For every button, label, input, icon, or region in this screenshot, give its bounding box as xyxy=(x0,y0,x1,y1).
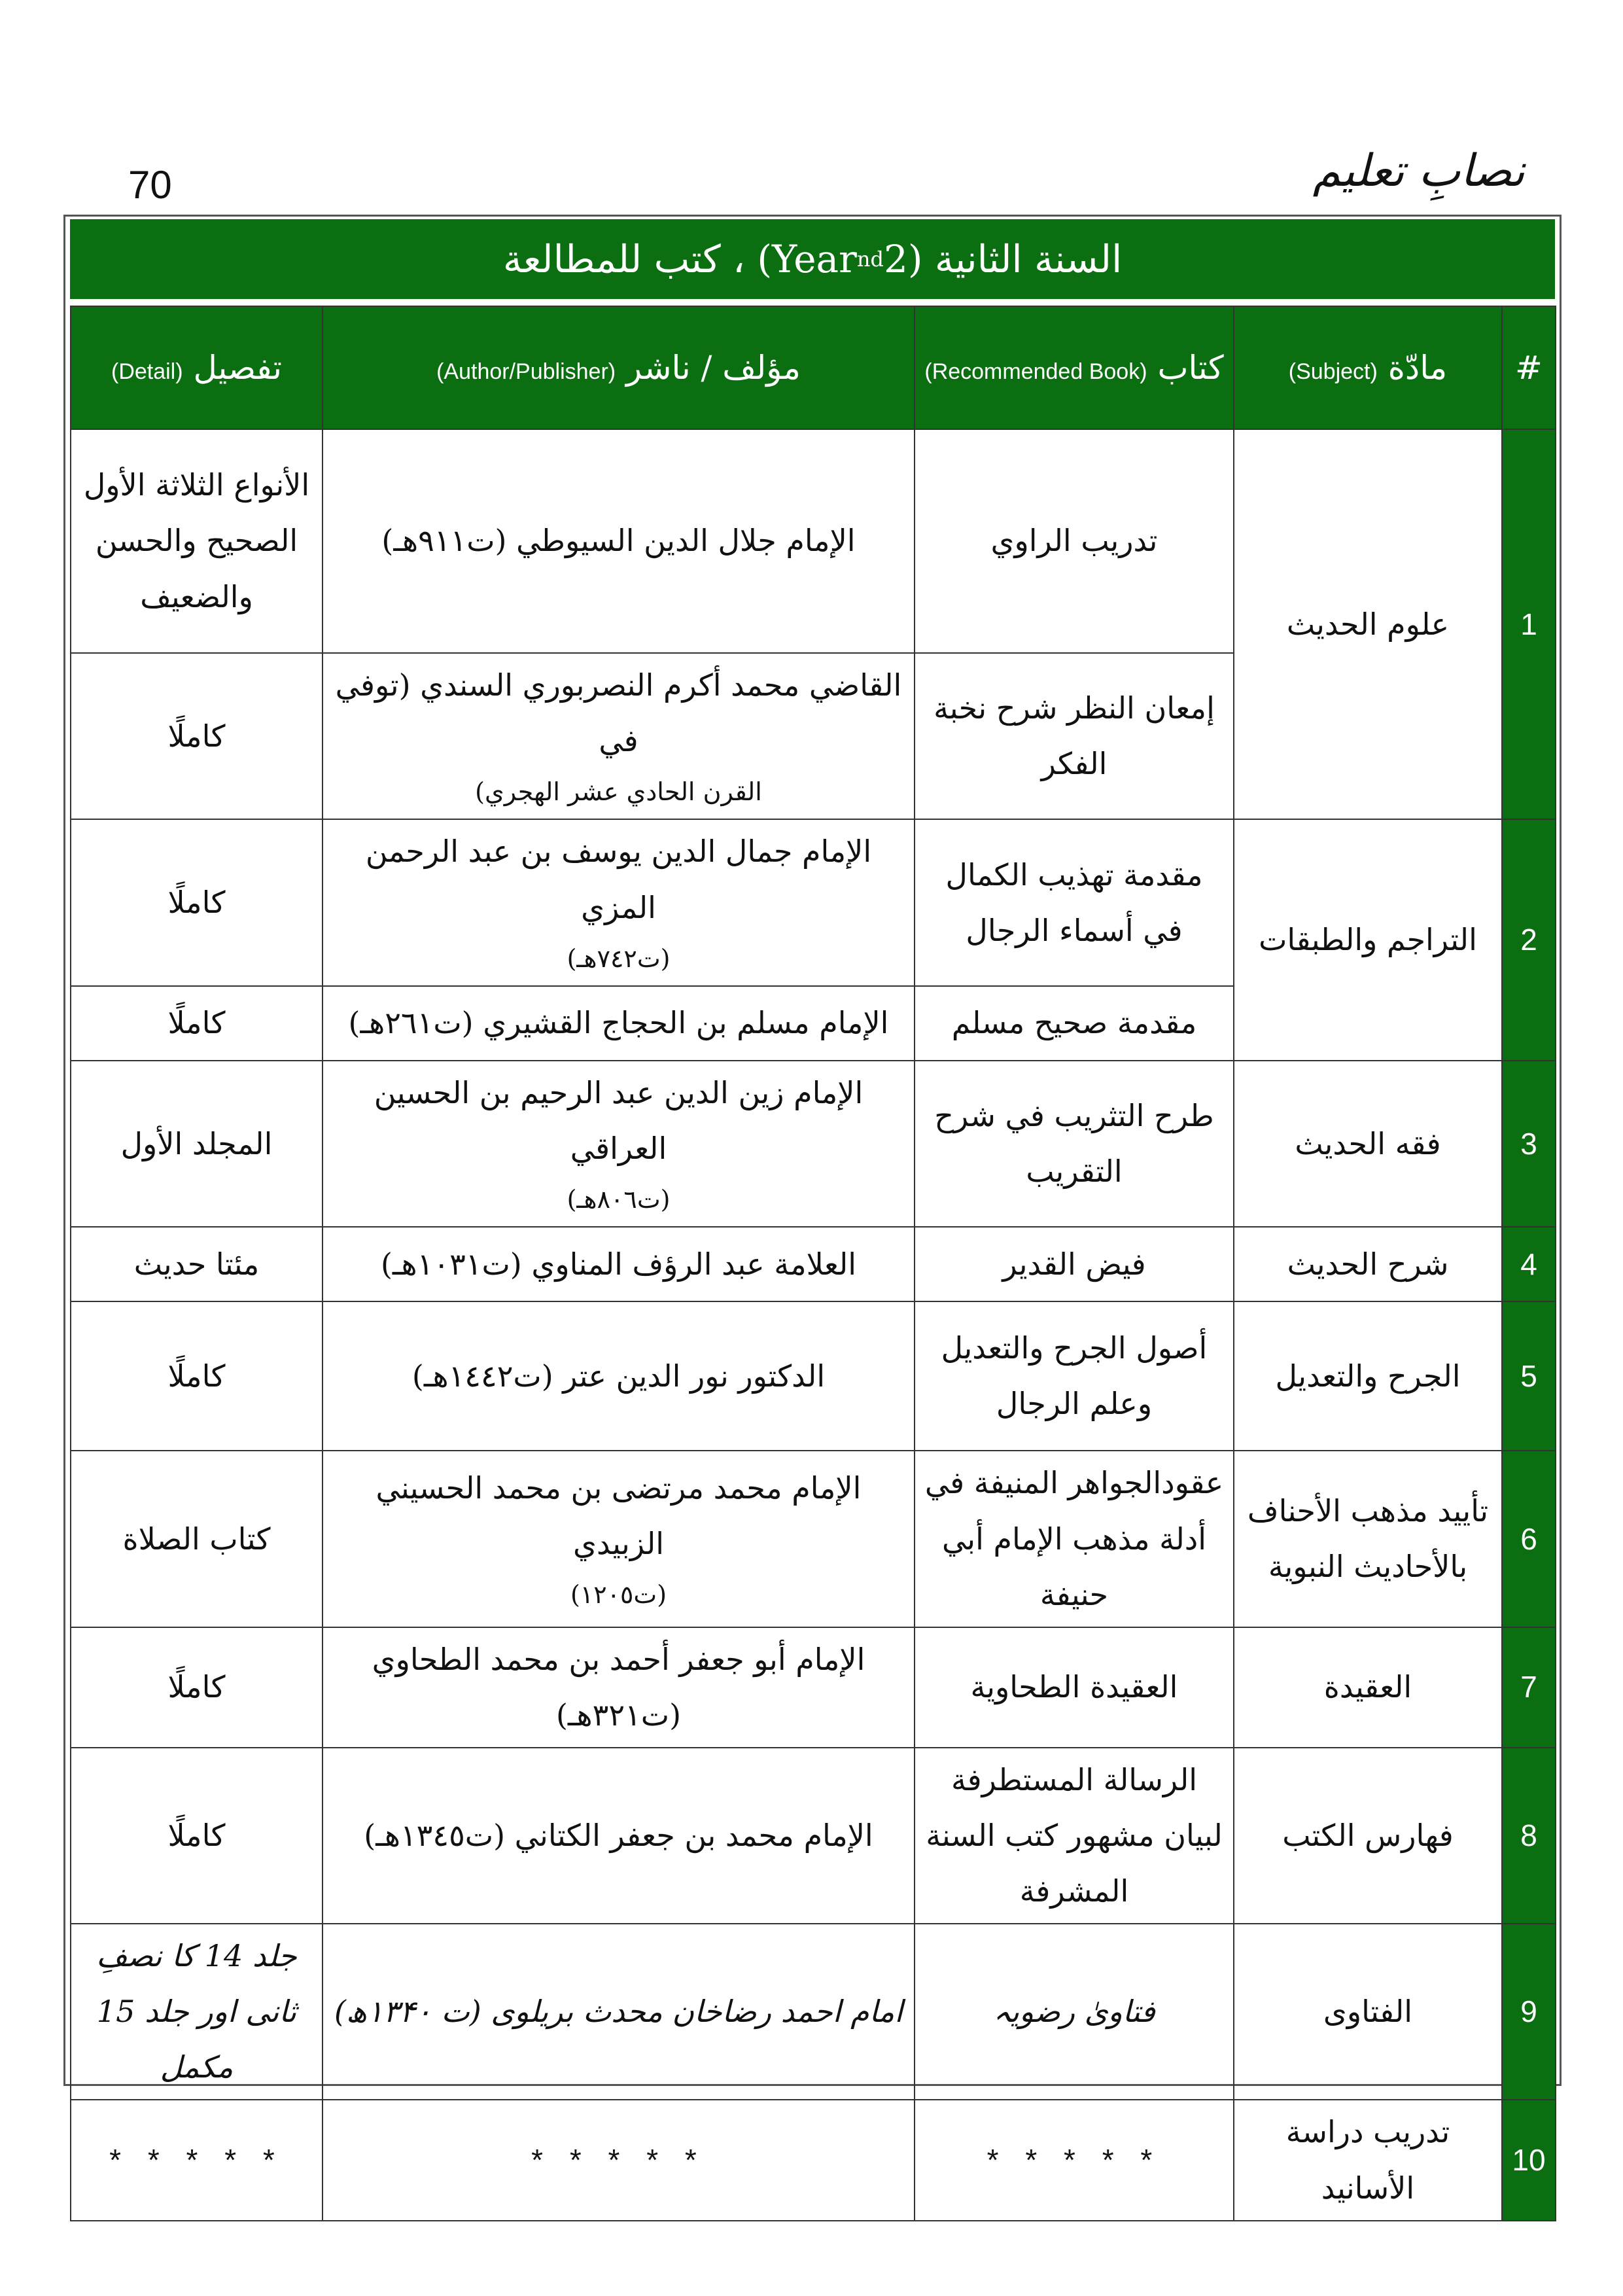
table-row xyxy=(71,1627,1556,1748)
book-cell: فتاویٰ رضویہ xyxy=(915,1924,1234,2100)
book-cell: طرح التثريب في شرح التقريب xyxy=(915,1061,1234,1227)
row-number: 9 xyxy=(1502,1924,1556,2100)
author-cell: الإمام جلال الدين السيوطي (ت٩١١هـ) xyxy=(323,429,915,653)
row-number: 8 xyxy=(1502,1748,1556,1924)
header-subject-en: (Subject) xyxy=(1288,359,1378,384)
subject-cell: شرح الحديث xyxy=(1234,1227,1502,1301)
header-subject-ar: مادّة xyxy=(1387,348,1448,387)
subject-cell: العقيدة xyxy=(1234,1627,1502,1748)
author-cell: الإمام أبو جعفر أحمد بن محمد الطحاوي (ت٣٢١هـ) xyxy=(323,1627,915,1748)
book-cell: الرسالة المستطرفة لبيان مشهور كتب السنة المشرفة xyxy=(915,1748,1234,1924)
header-detail-en: (Detail) xyxy=(111,359,183,384)
detail-cell: كاملًا xyxy=(71,819,323,985)
header-author-en: (Author/Publisher) xyxy=(436,359,616,384)
author-line: الإمام جمال الدين يوسف بن عبد الرحمن المزي xyxy=(365,834,872,925)
author-line: القاضي محمد أكرم النصربوري السندي (توفي في xyxy=(335,667,902,759)
author-cell xyxy=(323,1451,915,1627)
book-cell: إمعان النظر شرح نخبة الفكر xyxy=(915,653,1234,819)
author-cell: * * * * * xyxy=(323,2100,915,2220)
table-title xyxy=(70,219,1555,299)
detail-cell: كاملًا xyxy=(71,1627,323,1748)
subject-cell: الفتاوى xyxy=(1234,1924,1502,2100)
row-number: 10 xyxy=(1502,2100,1556,2220)
book-cell: * * * * * xyxy=(915,2100,1234,2220)
row-number: 3 xyxy=(1502,1061,1556,1227)
author-cell xyxy=(323,1061,915,1227)
author-cell: العلامة عبد الرؤف المناوي (ت١٠٣١هـ) xyxy=(323,1227,915,1301)
book-cell: العقيدة الطحاوية xyxy=(915,1627,1234,1748)
detail-cell: كاملًا xyxy=(71,1301,323,1451)
table-row xyxy=(71,1061,1556,1227)
author-line: القرن الحادي عشر الهجري) xyxy=(475,777,762,807)
running-header: نصابِ تعلیم xyxy=(1312,145,1525,197)
table-row xyxy=(71,1227,1556,1301)
detail-cell: المجلد الأول xyxy=(71,1061,323,1227)
header-subject xyxy=(1234,306,1502,429)
book-cell: مقدمة صحيح مسلم xyxy=(915,986,1234,1061)
subject-cell: علوم الحديث xyxy=(1234,429,1502,819)
detail-cell: الأنواع الثلاثة الأول الصحيح والحسن والضعيف xyxy=(71,429,323,653)
subject-cell: تأييد مذهب الأحناف بالأحاديث النبوية xyxy=(1234,1451,1502,1627)
author-line: (ت١٢٠٥) xyxy=(570,1580,667,1610)
book-cell: عقودالجواهر المنيفة في أدلة مذهب الإمام أبي حنيفة xyxy=(915,1451,1234,1627)
header-detail xyxy=(71,306,323,429)
detail-cell: كتاب الصلاة xyxy=(71,1451,323,1627)
book-cell: تدريب الراوي xyxy=(915,429,1234,653)
author-cell: الإمام محمد بن جعفر الكتاني (ت١٣٤٥هـ) xyxy=(323,1748,915,1924)
header-book-ar: كتاب xyxy=(1157,348,1224,387)
header-row xyxy=(71,306,1556,429)
title-before: السنة الثانية (2 xyxy=(883,237,1123,281)
subject-cell: فقه الحديث xyxy=(1234,1061,1502,1227)
table-row xyxy=(71,2100,1556,2220)
row-number: 1 xyxy=(1502,429,1556,819)
header-author-ar: مؤلف / ناشر xyxy=(626,348,801,387)
table-row xyxy=(71,1924,1556,2100)
row-number: 5 xyxy=(1502,1301,1556,1451)
author-cell xyxy=(323,819,915,985)
curriculum-table xyxy=(70,306,1556,2221)
author-cell: امام احمد رضاخان محدث بریلوی (ت ۱۳۴۰ھ) xyxy=(323,1924,915,2100)
author-line: (ت٨٠٦هـ) xyxy=(567,1185,671,1214)
author-line: الإمام زين الدين عبد الرحيم بن الحسين العراقي xyxy=(374,1074,864,1167)
title-after: Year) ، كتب للمطالعة xyxy=(502,237,857,281)
header-num: # xyxy=(1502,306,1556,429)
header-book-en: (Recommended Book) xyxy=(924,359,1147,384)
table-row xyxy=(71,1748,1556,1924)
table-row xyxy=(71,1301,1556,1451)
header-author xyxy=(323,306,915,429)
row-number: 4 xyxy=(1502,1227,1556,1301)
table-row xyxy=(71,819,1556,985)
detail-cell: جلد 14 کا نصفِ ثانی اور جلد 15 مکمل xyxy=(71,1924,323,2100)
detail-cell: * * * * * xyxy=(71,2100,323,2220)
author-cell: الدكتور نور الدين عتر (ت١٤٤٢هـ) xyxy=(323,1301,915,1451)
row-number: 2 xyxy=(1502,819,1556,1060)
subject-cell: فهارس الكتب xyxy=(1234,1748,1502,1924)
detail-cell: كاملًا xyxy=(71,986,323,1061)
title-sup: nd xyxy=(856,247,884,272)
author-line: الإمام محمد مرتضى بن محمد الحسيني الزبيدي xyxy=(375,1470,862,1561)
author-cell: الإمام مسلم بن الحجاج القشيري (ت٢٦١هـ) xyxy=(323,986,915,1061)
row-number: 6 xyxy=(1502,1451,1556,1627)
book-cell: فيض القدير xyxy=(915,1227,1234,1301)
detail-cell: كاملًا xyxy=(71,1748,323,1924)
header-book xyxy=(915,306,1234,429)
subject-cell: تدريب دراسة الأسانيد xyxy=(1234,2100,1502,2220)
book-cell: أصول الجرح والتعديل وعلم الرجال xyxy=(915,1301,1234,1451)
detail-cell: مئتا حديث xyxy=(71,1227,323,1301)
author-cell xyxy=(323,653,915,819)
table-row xyxy=(71,429,1556,653)
author-line: (ت٧٤٢هـ) xyxy=(567,944,671,973)
detail-cell: كاملًا xyxy=(71,653,323,819)
subject-cell: التراجم والطبقات xyxy=(1234,819,1502,1060)
header-detail-ar: تفصيل xyxy=(193,348,283,387)
book-cell: مقدمة تهذيب الكمال في أسماء الرجال xyxy=(915,819,1234,985)
subject-cell: الجرح والتعديل xyxy=(1234,1301,1502,1451)
page-number: 70 xyxy=(128,163,172,207)
row-number: 7 xyxy=(1502,1627,1556,1748)
table-row xyxy=(71,1451,1556,1627)
